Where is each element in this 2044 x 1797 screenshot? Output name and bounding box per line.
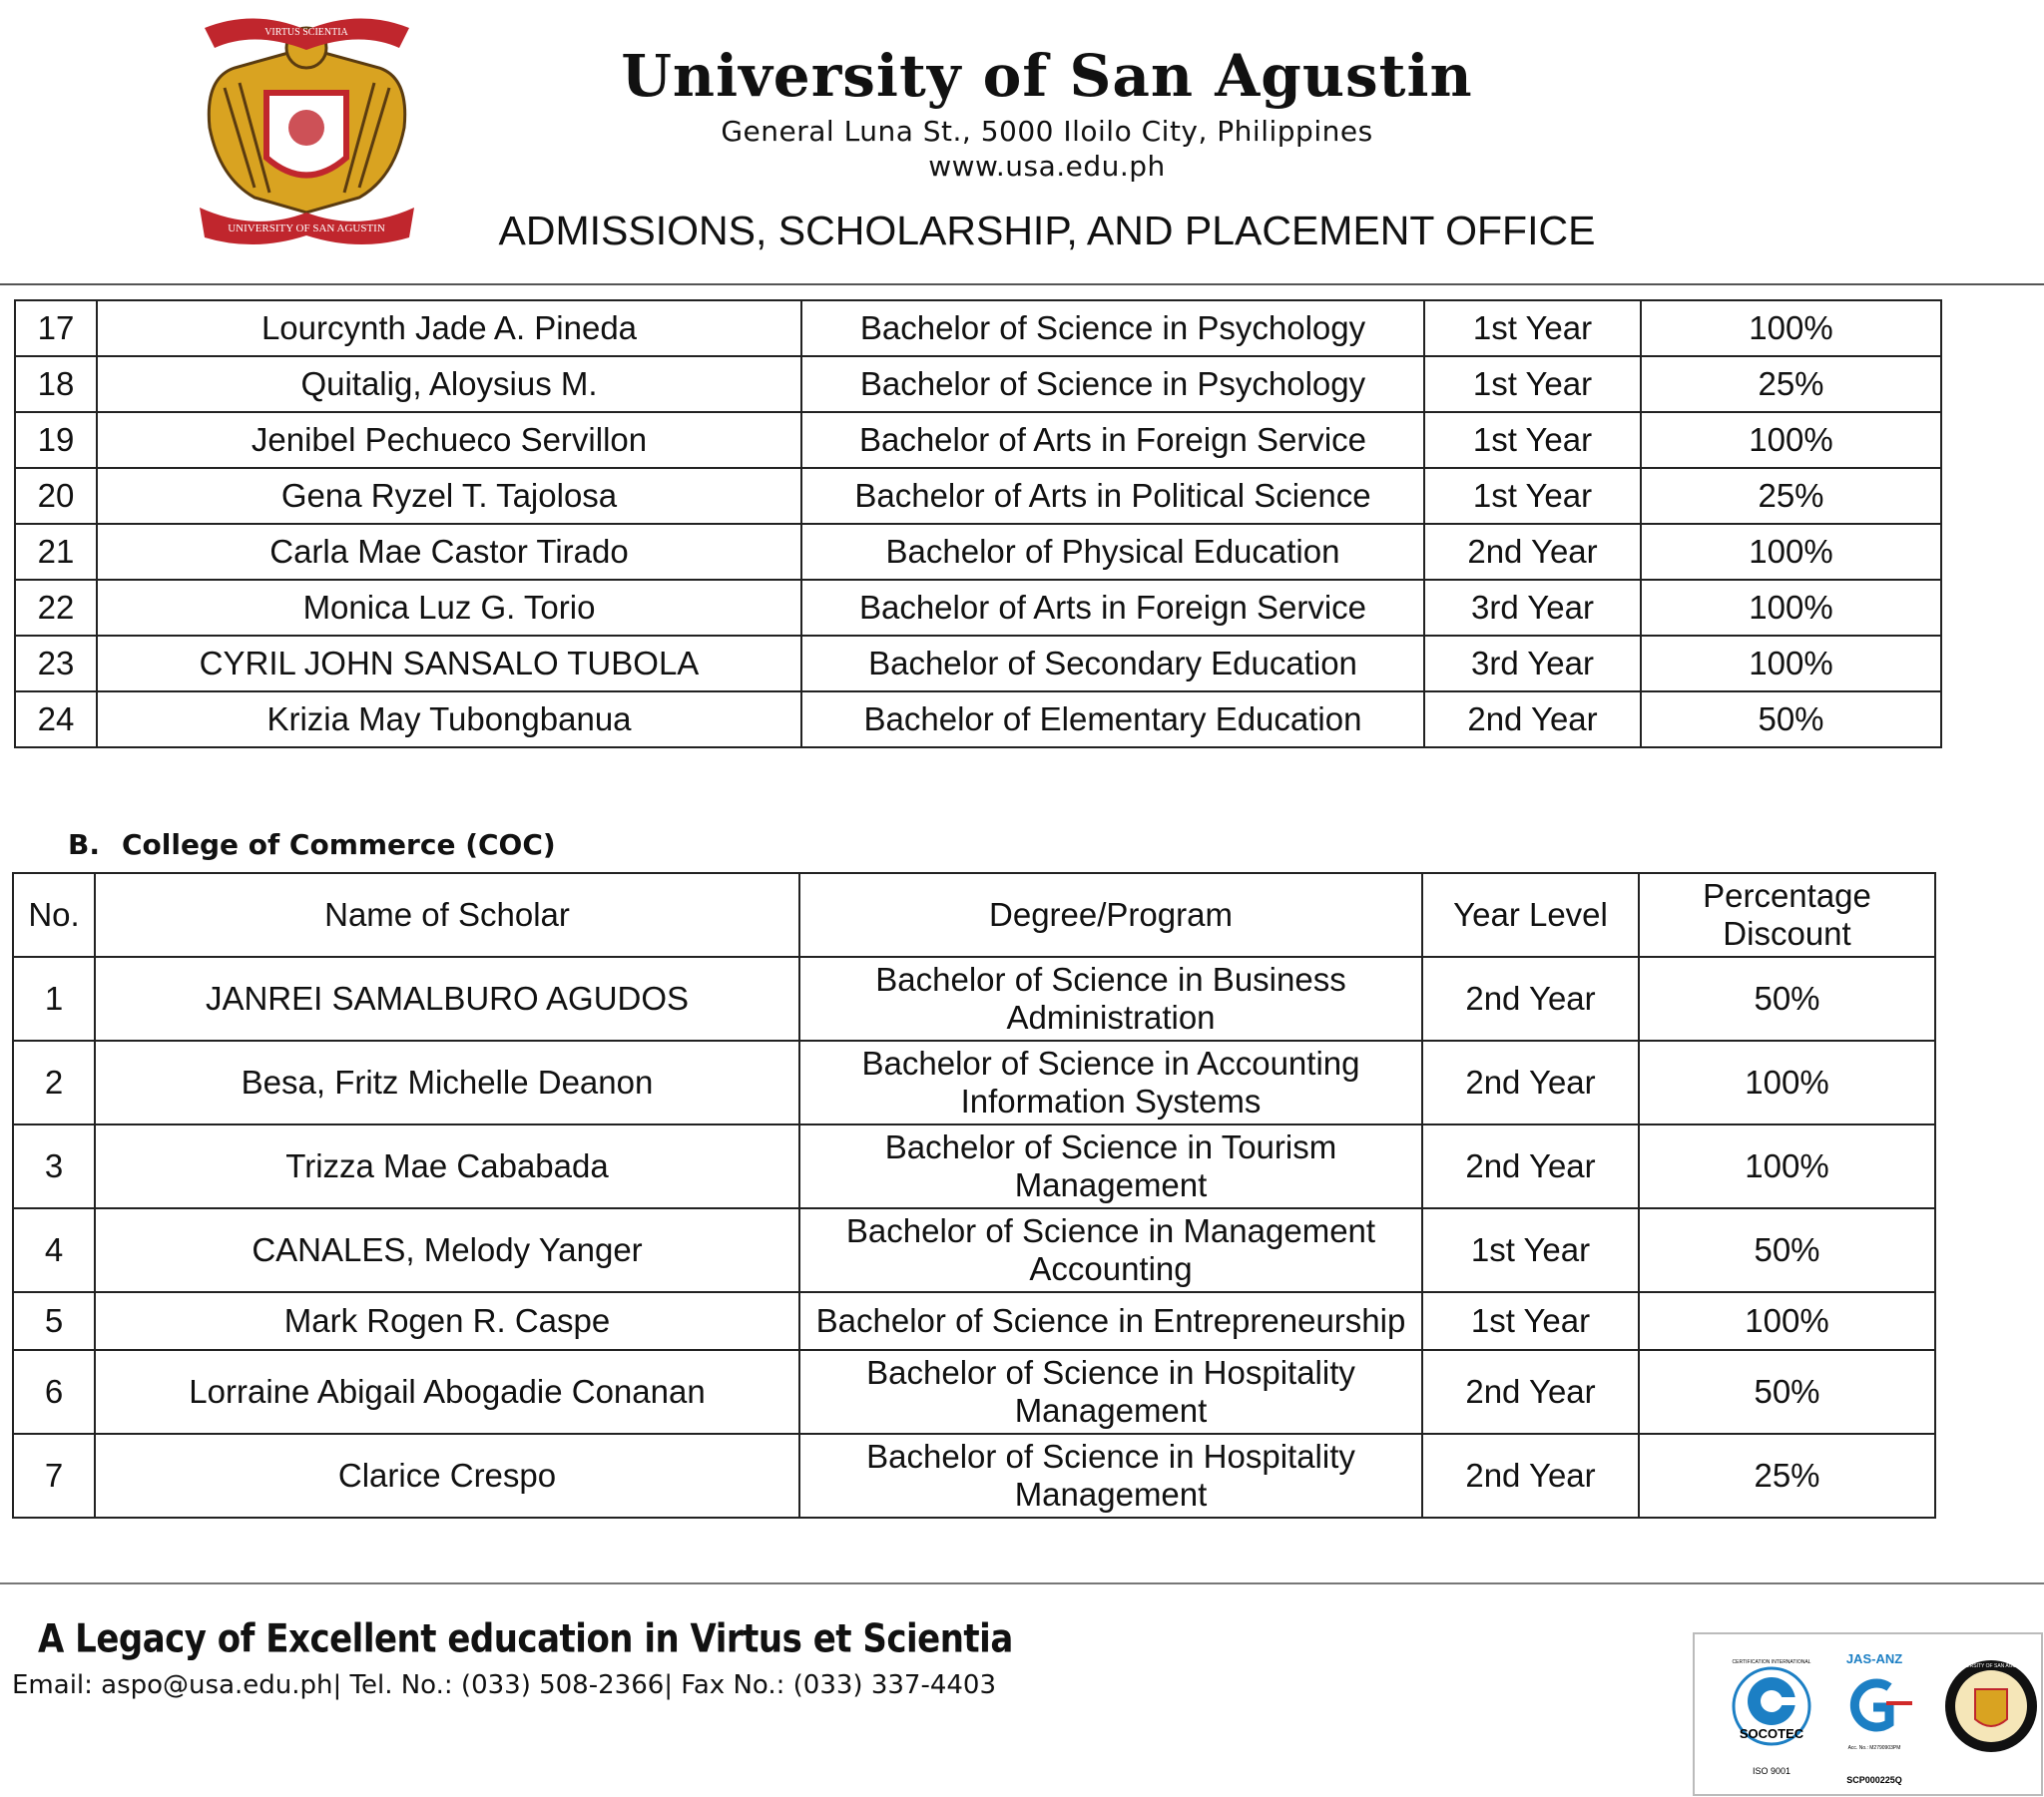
footer-divider <box>0 1582 2044 1584</box>
cell-year: 2nd Year <box>1422 1434 1639 1518</box>
cell-program <box>799 1208 1422 1292</box>
cell-program: Bachelor of Physical Education <box>801 524 1424 580</box>
header-discount-line1: Percentage <box>1703 877 1871 914</box>
cell-year: 1st Year <box>1422 1292 1639 1350</box>
cell-discount: 50% <box>1639 1208 1935 1292</box>
section-title: College of Commerce (COC) <box>122 828 556 861</box>
cell-program: Bachelor of Arts in Foreign Service <box>801 412 1424 468</box>
cell-name: Monica Luz G. Torio <box>97 580 801 636</box>
program-line-1: Bachelor of Science in Hospitality <box>866 1354 1355 1391</box>
section-heading <box>68 828 556 861</box>
table-row <box>15 691 1941 747</box>
cell-discount: 50% <box>1639 957 1935 1041</box>
program-line-2: Management <box>1014 1392 1208 1429</box>
cell-discount: 100% <box>1641 524 1941 580</box>
program-line-1: Bachelor of Science in Hospitality <box>866 1438 1355 1475</box>
cell-program: Bachelor of Secondary Education <box>801 636 1424 691</box>
cell-discount: 100% <box>1639 1124 1935 1208</box>
program-line-1: Bachelor of Science in Business <box>875 961 1346 998</box>
university-website: www.usa.edu.ph <box>928 150 1166 183</box>
cell-year: 2nd Year <box>1422 1041 1639 1124</box>
cell-name: Krizia May Tubongbanua <box>97 691 801 747</box>
certification-logos <box>1692 1631 2044 1797</box>
cell-name: Lourcynth Jade A. Pineda <box>97 300 801 356</box>
cell-program <box>799 957 1422 1041</box>
cell-program: Bachelor of Arts in Political Science <box>801 468 1424 524</box>
cell-year: 2nd Year <box>1422 1124 1639 1208</box>
cell-no: 3 <box>13 1124 95 1208</box>
footer-contact: Email: aspo@usa.edu.ph| Tel. No.: (033) 508-2366| Fax No.: (033) 337-4403 <box>12 1670 996 1700</box>
table-row <box>15 468 1941 524</box>
accreditation-number: Acc. No.: M2790903PM <box>1847 1745 1901 1751</box>
cell-no: 1 <box>13 957 95 1041</box>
scholar-table-continued <box>14 299 1942 748</box>
cell-no: 7 <box>13 1434 95 1518</box>
cell-year: 1st Year <box>1424 300 1641 356</box>
program-line-2: Administration <box>1006 999 1216 1036</box>
program-line-1: Bachelor of Science in Accounting <box>861 1045 1360 1082</box>
cell-program <box>799 1434 1422 1518</box>
cell-year: 2nd Year <box>1422 957 1639 1041</box>
jas-anz-label: JAS-ANZ <box>1845 1651 1903 1666</box>
cell-year: 1st Year <box>1424 468 1641 524</box>
office-name: ADMISSIONS, SCHOLARSHIP, AND PLACEMENT OFFICE <box>498 208 1596 253</box>
program-line-2: Information Systems <box>960 1083 1262 1120</box>
table-row <box>13 1124 1935 1208</box>
cell-name: Besa, Fritz Michelle Deanon <box>95 1041 799 1124</box>
cell-no: 20 <box>15 468 97 524</box>
table-row <box>13 957 1935 1041</box>
section-letter: B. <box>68 828 100 861</box>
program-line-1: Bachelor of Science in Tourism <box>884 1128 1337 1165</box>
cell-discount: 100% <box>1639 1041 1935 1124</box>
header-year: Year Level <box>1422 873 1639 957</box>
table-row <box>15 300 1941 356</box>
table-row <box>13 1292 1935 1350</box>
program-line-2: Accounting <box>1029 1250 1193 1287</box>
table-row <box>15 412 1941 468</box>
cell-program: Bachelor of Science in Psychology <box>801 356 1424 412</box>
cell-no: 2 <box>13 1041 95 1124</box>
cell-program <box>799 1041 1422 1124</box>
cell-name: Trizza Mae Cababada <box>95 1124 799 1208</box>
program-line-1: Bachelor of Science in Management <box>845 1212 1376 1249</box>
cell-year: 3rd Year <box>1424 580 1641 636</box>
table-row <box>15 636 1941 691</box>
cell-name: JANREI SAMALBURO AGUDOS <box>95 957 799 1041</box>
cell-year: 1st Year <box>1424 412 1641 468</box>
cell-no: 5 <box>13 1292 95 1350</box>
cell-program: Bachelor of Science in Psychology <box>801 300 1424 356</box>
cell-year: 1st Year <box>1424 356 1641 412</box>
table-row <box>13 1208 1935 1292</box>
cell-name: CANALES, Melody Yanger <box>95 1208 799 1292</box>
cell-no: 23 <box>15 636 97 691</box>
table-row <box>13 1041 1935 1124</box>
program-line-2: Management <box>1014 1166 1208 1203</box>
cell-discount: 100% <box>1639 1292 1935 1350</box>
coc-scholar-table <box>12 872 1936 1519</box>
university-small-seal <box>1945 1660 2037 1752</box>
cell-discount: 50% <box>1641 691 1941 747</box>
header-name: Name of Scholar <box>95 873 799 957</box>
cell-program <box>799 1350 1422 1434</box>
header-program: Degree/Program <box>799 873 1422 957</box>
cell-name: Mark Rogen R. Caspe <box>95 1292 799 1350</box>
cell-program <box>799 1292 1422 1350</box>
cell-discount: 100% <box>1641 636 1941 691</box>
cell-discount: 100% <box>1641 580 1941 636</box>
certificate-code: SCP000225Q <box>1846 1775 1902 1785</box>
cell-discount: 100% <box>1641 412 1941 468</box>
cell-name: Clarice Crespo <box>95 1434 799 1518</box>
table-row <box>15 524 1941 580</box>
seal-banner-bottom: UNIVERSITY OF SAN AGUSTIN <box>228 223 385 234</box>
cell-no: 21 <box>15 524 97 580</box>
university-name: University of San Agustin <box>621 42 1473 110</box>
cell-no: 17 <box>15 300 97 356</box>
cell-year: 2nd Year <box>1424 524 1641 580</box>
socotec-logo <box>1733 1659 1811 1776</box>
cell-year: 2nd Year <box>1424 691 1641 747</box>
socotec-label: SOCOTEC <box>1739 1726 1804 1741</box>
header-divider <box>0 283 2044 285</box>
cell-name: Carla Mae Castor Tirado <box>97 524 801 580</box>
table-row <box>15 356 1941 412</box>
cell-name: Jenibel Pechueco Servillon <box>97 412 801 468</box>
cell-no: 18 <box>15 356 97 412</box>
table-header-row <box>13 873 1935 957</box>
cell-program <box>799 1124 1422 1208</box>
cell-discount: 25% <box>1641 468 1941 524</box>
header-discount <box>1639 873 1935 957</box>
cell-discount: 25% <box>1641 356 1941 412</box>
cell-year: 3rd Year <box>1424 636 1641 691</box>
cell-name: CYRIL JOHN SANSALO TUBOLA <box>97 636 801 691</box>
cell-discount: 25% <box>1639 1434 1935 1518</box>
table-row <box>13 1434 1935 1518</box>
cell-discount: 100% <box>1641 300 1941 356</box>
cell-no: 4 <box>13 1208 95 1292</box>
program-line-1: Bachelor of Science in Entrepreneurship <box>815 1302 1406 1339</box>
cell-name: Quitalig, Aloysius M. <box>97 356 801 412</box>
jas-anz-logo <box>1846 1651 1912 1785</box>
table-row <box>13 1350 1935 1434</box>
seal-banner-top: VIRTUS SCIENTIA <box>264 27 348 38</box>
table-row <box>15 580 1941 636</box>
cell-program: Bachelor of Elementary Education <box>801 691 1424 747</box>
footer-motto: A Legacy of Excellent education in Virtus et Scientia <box>38 1616 1013 1662</box>
header-discount-line2: Discount <box>1723 915 1851 952</box>
cell-discount: 50% <box>1639 1350 1935 1434</box>
cell-name: Gena Ryzel T. Tajolosa <box>97 468 801 524</box>
small-seal-ring-text: UNIVERSITY OF SAN AGUSTIN <box>1954 1663 2028 1669</box>
socotec-arc-text: CERTIFICATION INTERNATIONAL <box>1732 1659 1811 1665</box>
cell-no: 22 <box>15 580 97 636</box>
cell-no: 6 <box>13 1350 95 1434</box>
cell-no: 24 <box>15 691 97 747</box>
header-no: No. <box>13 873 95 957</box>
cell-year: 2nd Year <box>1422 1350 1639 1434</box>
program-line-2: Management <box>1014 1476 1208 1513</box>
cell-program: Bachelor of Arts in Foreign Service <box>801 580 1424 636</box>
cell-no: 19 <box>15 412 97 468</box>
letterhead <box>0 0 2044 289</box>
university-address: General Luna St., 5000 Iloilo City, Philippines <box>721 115 1373 148</box>
cell-name: Lorraine Abigail Abogadie Conanan <box>95 1350 799 1434</box>
iso-label: ISO 9001 <box>1752 1766 1791 1776</box>
cell-year: 1st Year <box>1422 1208 1639 1292</box>
